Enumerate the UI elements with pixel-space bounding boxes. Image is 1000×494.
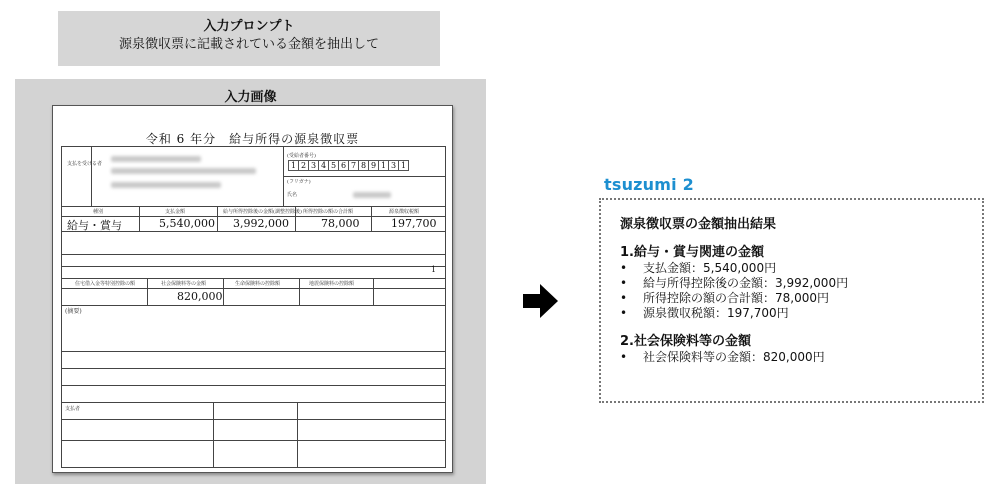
model-name: tsuzumi 2 xyxy=(604,175,694,194)
list-item: • 給与所得控除後の金額：3,992,000円 xyxy=(620,276,982,291)
result-title: 源泉徴収票の金額抽出結果 xyxy=(620,217,777,232)
earthquake-insurance-label: 地震保険料の控除額 xyxy=(309,281,355,287)
list-item: • 源泉徴収税額：197,700円 xyxy=(620,306,982,321)
dependents-value: 1 xyxy=(431,265,437,274)
after-deduction-label: 給与所得控除後の金額(調整控除後) xyxy=(223,209,302,215)
prompt-title: 入力プロンプト xyxy=(203,19,295,34)
arrow-right-icon-head xyxy=(540,284,558,318)
pay-amount-value: 5,540,000 xyxy=(159,217,215,230)
pay-amount-label: 支払金額 xyxy=(165,209,186,215)
life-insurance-label: 生命保険料の控除額 xyxy=(235,281,281,287)
withholding-value: 197,700 xyxy=(391,217,437,230)
social-insurance-value: 820,000 xyxy=(177,290,223,303)
withholding-slip-document xyxy=(52,105,453,473)
kana-label: (フリガナ) xyxy=(287,179,311,185)
arrow-right-icon xyxy=(523,294,541,308)
list-item: • 所得控除の額の合計額：78,000円 xyxy=(620,291,982,306)
after-deduction-value: 3,992,000 xyxy=(233,217,289,230)
deduction-total-label: 所得控除の額の合計額 xyxy=(303,209,354,215)
input-image-panel xyxy=(15,79,486,484)
salary-items-list xyxy=(620,261,982,321)
section-heading-social-insurance: 2.社会保険料等の金額 xyxy=(620,334,751,349)
input-prompt-box xyxy=(58,11,440,66)
prompt-text: 源泉徴収票に記載されている金額を抽出して xyxy=(118,37,379,52)
social-insurance-label: 社会保険料等の金額 xyxy=(161,281,207,287)
social-insurance-items-list xyxy=(620,350,982,365)
payee-label: 支払を受ける者 xyxy=(67,161,103,167)
input-image-title: 入力画像 xyxy=(224,90,277,105)
extraction-result-box xyxy=(599,198,984,403)
section-heading-salary: 1.給与・賞与関連の金額 xyxy=(620,245,764,260)
id-label: (受給者番号) xyxy=(287,153,316,159)
housing-deduction-label: 住宅借入金等特別控除の額 xyxy=(75,281,136,287)
type-value: 給与・賞与 xyxy=(67,219,122,232)
payer-label: 支払者 xyxy=(65,406,81,412)
id-number-boxes: 1 2 3 4 5 6 7 8 9 1 3 1 xyxy=(288,160,408,171)
document-title: 令和 6 年分 給与所得の源泉徴収票 xyxy=(145,132,360,146)
remarks-label: (摘要) xyxy=(65,308,82,315)
list-item: • 支払金額：5,540,000円 xyxy=(620,261,982,276)
withholding-label: 源泉徴収税額 xyxy=(389,209,420,215)
type-label: 種別 xyxy=(93,209,104,215)
name-label: 氏名 xyxy=(287,192,298,198)
list-item: • 社会保険料等の金額：820,000円 xyxy=(620,350,982,365)
deduction-total-value: 78,000 xyxy=(321,217,360,230)
